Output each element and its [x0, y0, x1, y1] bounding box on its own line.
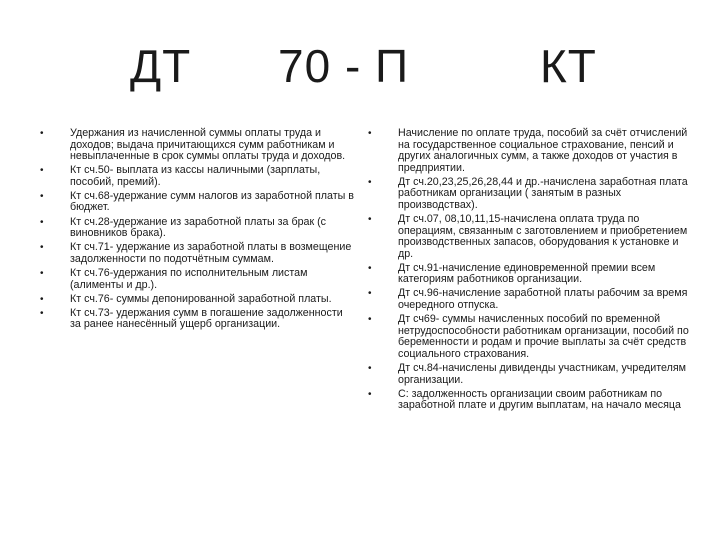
debit-item-text: Кт сч.73- удержания сумм в погашение задолженности за ранее нанесённый ущерб организации. — [70, 306, 343, 331]
credit-item-text: Дт сч.96-начисление заработной платы рабочим за время очередного отпуска. — [398, 287, 688, 312]
bullet-icon: • — [368, 176, 372, 188]
credit-item-text: Начисление по оплате труда, пособий за счёт отчислений на государственное социальное страхование, пенсий и других аналогичных сумм, а также доходов от участия в предприятии. — [398, 127, 688, 174]
debit-item — [40, 217, 356, 240]
debit-item-text: Кт сч.68-удержание сумм налогов из заработной платы в бюджет. — [70, 189, 354, 214]
debit-item — [40, 242, 356, 265]
credit-item-text: Дт сч.20,23,25,26,28,44 и др.-начислена заработная плата работникам организации ( занятым в разных производствах). — [398, 175, 688, 211]
heading-account: 70 - П — [278, 40, 410, 92]
bullet-icon: • — [368, 288, 372, 300]
credit-item — [368, 314, 694, 360]
credit-item-text: Дт сч69- суммы начисленных пособий по временной нетрудоспособности работникам организации, пособий по беременности и родам и прочие выплаты за счёт средств социального страхования. — [398, 313, 689, 360]
debit-item — [40, 294, 356, 306]
bullet-icon: • — [40, 128, 44, 139]
debit-list — [40, 128, 356, 334]
credit-item-text: Дт сч.07, 08,10,11,15-начислена оплата труда по операциям, связанным с заготовлением и приобретением производственных запасов, оборудования к установке и др. — [398, 213, 688, 260]
credit-list — [368, 128, 694, 414]
credit-item — [368, 128, 694, 174]
debit-item-text: Удержания из начисленной суммы оплаты труда и доходов; выдача причитающихся сумм работникам и невыплаченные в срок суммы оплаты труда и доходов. — [70, 127, 346, 163]
bullet-icon: • — [368, 314, 372, 326]
debit-item-text: Кт сч.76-удержания по исполнительным листам (алименты и др.). — [70, 266, 308, 291]
debit-item — [40, 268, 356, 291]
bullet-icon: • — [40, 190, 44, 202]
bullet-icon: • — [368, 262, 372, 274]
heading-debit: ДТ — [130, 40, 192, 92]
bullet-icon: • — [40, 242, 44, 254]
credit-item-text: Дт сч.84-начислены дивиденды участникам, учредителям организации. — [398, 361, 686, 386]
credit-item — [368, 214, 694, 260]
debit-item-text: Кт сч.50- выплата из кассы наличными (зарплаты, пособий, премий). — [70, 164, 321, 188]
bullet-icon: • — [368, 362, 372, 374]
credit-item — [368, 263, 694, 286]
credit-item — [368, 389, 694, 412]
bullet-icon: • — [368, 388, 372, 400]
credit-item — [368, 288, 694, 311]
debit-item-text: Кт сч.28-удержание из заработной платы за брак (с виновников брака). — [70, 215, 327, 240]
debit-item — [40, 191, 356, 214]
bullet-icon: • — [40, 267, 44, 279]
debit-item — [40, 128, 356, 163]
bullet-icon: • — [40, 216, 44, 228]
bullet-icon: • — [368, 128, 372, 139]
bullet-icon: • — [40, 165, 44, 177]
credit-item-text: Дт сч.91-начисление единовременной премии всем категориям работников организации. — [398, 261, 656, 286]
debit-item-text: Кт сч.71- удержание из заработной платы в возмещение задолженности по подотчётным суммам. — [70, 241, 352, 265]
credit-item — [368, 363, 694, 386]
credit-item-text: С: задолженность организации своим работникам по заработной плате и другим выплатам, на начало месяца — [398, 387, 681, 412]
debit-item — [40, 308, 356, 331]
heading-credit: КТ — [540, 40, 597, 92]
credit-item — [368, 177, 694, 212]
bullet-icon: • — [368, 214, 372, 226]
debit-item-text: Кт сч.76- суммы депонированной заработной платы. — [70, 292, 332, 305]
bullet-icon: • — [40, 293, 44, 305]
debit-item — [40, 165, 356, 188]
bullet-icon: • — [40, 307, 44, 319]
